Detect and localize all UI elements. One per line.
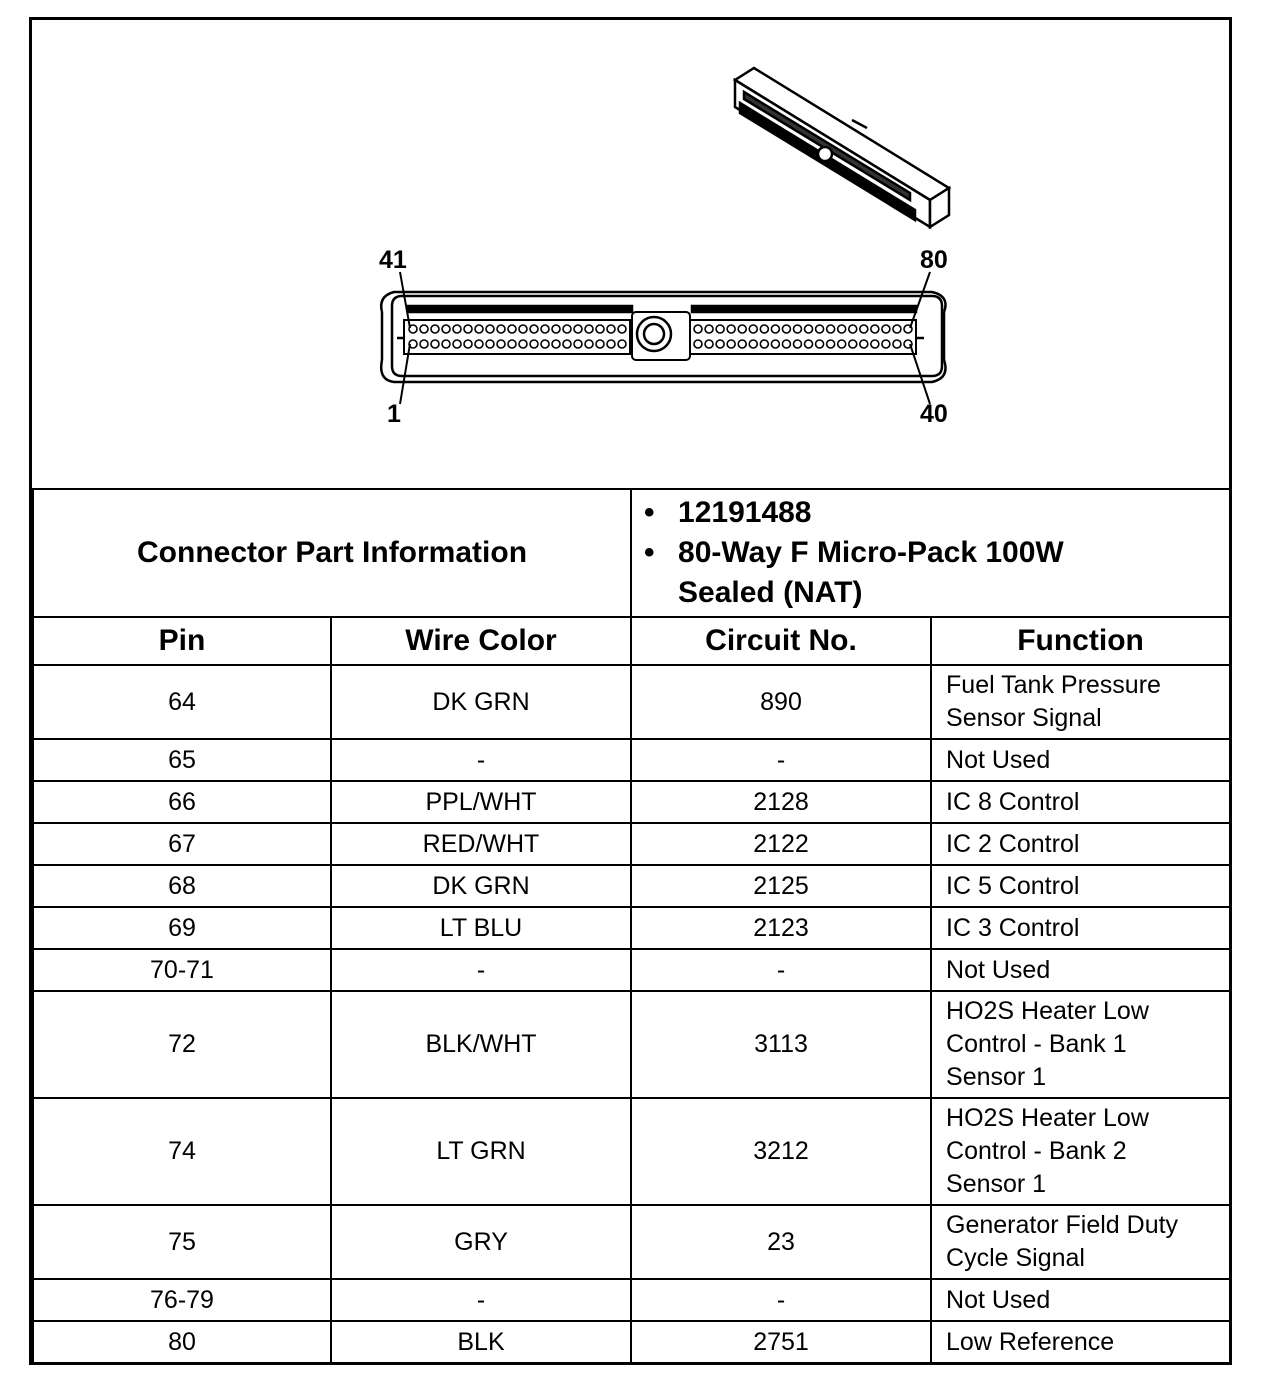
table-row [33, 949, 1230, 991]
pin-socket [805, 325, 813, 333]
part-description-cont: Sealed (NAT) [678, 576, 863, 609]
pin-socket [760, 325, 768, 333]
pin-socket [705, 325, 713, 333]
pin-socket [705, 340, 713, 348]
pin-socket [442, 340, 450, 348]
pin-cell: 69 [33, 907, 331, 949]
pin-cell: 80 [33, 1321, 331, 1363]
wire-color-cell: DK GRN [331, 665, 631, 739]
wire-color-cell: DK GRN [331, 865, 631, 907]
pin-socket [782, 325, 790, 333]
pin-socket [563, 340, 571, 348]
pin-socket [420, 340, 428, 348]
pin-socket [738, 325, 746, 333]
connector-figure [32, 20, 1229, 488]
circuit-cell: 890 [631, 665, 931, 739]
pinout-table [32, 488, 1231, 1364]
connector-sheet [29, 17, 1232, 1365]
pin-socket [519, 340, 527, 348]
pin-socket [486, 340, 494, 348]
pin-socket [420, 325, 428, 333]
function-line: Sensor 1 [946, 1170, 1047, 1198]
pin-socket [552, 325, 560, 333]
part-number: • 12191488 [644, 496, 812, 529]
pin-socket [882, 340, 890, 348]
pin-socket [585, 325, 593, 333]
pin-cell: 72 [33, 991, 331, 1098]
function-cell [931, 1321, 1230, 1363]
pin-socket [530, 325, 538, 333]
pin-socket [574, 340, 582, 348]
pin-socket [464, 325, 472, 333]
pin-socket [508, 340, 516, 348]
pin-label-80: 80 [920, 246, 948, 274]
circuit-cell: 2122 [631, 823, 931, 865]
pin-label-1: 1 [387, 400, 401, 428]
pin-socket [596, 340, 604, 348]
circuit-cell: 3113 [631, 991, 931, 1098]
pin-socket [541, 340, 549, 348]
function-cell [931, 739, 1230, 781]
pin-socket [519, 325, 527, 333]
pin-socket [760, 340, 768, 348]
pin-socket [716, 325, 724, 333]
pin-cell: 75 [33, 1205, 331, 1279]
connector-drawing [32, 20, 1229, 488]
header-wire-color: Wire Color [331, 617, 631, 665]
pin-socket [530, 340, 538, 348]
pin-cell: 66 [33, 781, 331, 823]
pin-socket [749, 340, 757, 348]
function-cell [931, 665, 1230, 739]
pin-socket [827, 340, 835, 348]
connector-pin-grid [409, 325, 912, 348]
pin-socket [486, 325, 494, 333]
circuit-cell: - [631, 1279, 931, 1321]
table-row [33, 665, 1230, 739]
wire-color-cell: LT GRN [331, 1098, 631, 1205]
function-cell [931, 823, 1230, 865]
wire-color-cell: - [331, 949, 631, 991]
function-line: HO2S Heater Low [946, 1104, 1149, 1132]
wire-color-cell: GRY [331, 1205, 631, 1279]
pin-socket [816, 325, 824, 333]
pin-socket [618, 325, 626, 333]
circuit-cell: 2123 [631, 907, 931, 949]
pin-socket [694, 325, 702, 333]
pin-socket [431, 325, 439, 333]
column-headers [33, 617, 1230, 665]
part-info-list [631, 489, 1230, 617]
pin-socket [475, 325, 483, 333]
table-row [33, 1279, 1230, 1321]
pin-socket [552, 340, 560, 348]
connector-3d-icon [735, 68, 949, 227]
wire-color-cell: BLK/WHT [331, 991, 631, 1098]
table-row [33, 907, 1230, 949]
function-cell [931, 949, 1230, 991]
pin-socket [849, 325, 857, 333]
pin-socket [497, 340, 505, 348]
pin-socket [749, 325, 757, 333]
pin-socket [727, 340, 735, 348]
function-line: Fuel Tank Pressure [946, 671, 1161, 699]
function-line: IC 3 Control [946, 913, 1080, 942]
pin-socket [838, 340, 846, 348]
pin-label-41: 41 [379, 246, 407, 274]
function-cell [931, 1279, 1230, 1321]
pin-socket [838, 325, 846, 333]
pin-socket [541, 325, 549, 333]
circuit-cell: 2125 [631, 865, 931, 907]
pin-socket [793, 340, 801, 348]
wire-color-cell: LT BLU [331, 907, 631, 949]
pin-socket [497, 325, 505, 333]
pin-socket [771, 340, 779, 348]
wire-color-cell: BLK [331, 1321, 631, 1363]
part-info-row [33, 489, 1230, 617]
table-row [33, 781, 1230, 823]
pin-socket [475, 340, 483, 348]
table-row [33, 739, 1230, 781]
pin-socket [607, 340, 615, 348]
function-line: Low Reference [946, 1327, 1115, 1356]
pin-socket [849, 340, 857, 348]
pin-socket [738, 340, 746, 348]
function-line: Sensor Signal [946, 704, 1102, 732]
pin-socket [782, 340, 790, 348]
wire-color-cell: RED/WHT [331, 823, 631, 865]
circuit-cell: 2128 [631, 781, 931, 823]
function-cell [931, 991, 1230, 1098]
pin-socket [805, 340, 813, 348]
wire-color-cell: PPL/WHT [331, 781, 631, 823]
pin-socket [882, 325, 890, 333]
pin-socket [618, 340, 626, 348]
pin-socket [860, 340, 868, 348]
pin-cell: 70-71 [33, 949, 331, 991]
pin-cell: 76-79 [33, 1279, 331, 1321]
pin-cell: 67 [33, 823, 331, 865]
pin-socket [453, 340, 461, 348]
pin-cell: 64 [33, 665, 331, 739]
pin-socket [442, 325, 450, 333]
circuit-cell: 2751 [631, 1321, 931, 1363]
function-line: Not Used [946, 955, 1051, 984]
function-line: Sensor 1 [946, 1063, 1047, 1091]
circuit-cell: 23 [631, 1205, 931, 1279]
function-line: Cycle Signal [946, 1244, 1085, 1272]
function-line: IC 2 Control [946, 829, 1080, 858]
table-row [33, 823, 1230, 865]
pin-socket [893, 340, 901, 348]
circuit-cell: 3212 [631, 1098, 931, 1205]
function-cell [931, 907, 1230, 949]
pin-socket [871, 340, 879, 348]
function-line: Not Used [946, 745, 1051, 774]
function-line: Control - Bank 1 [946, 1030, 1127, 1058]
function-cell [931, 781, 1230, 823]
header-function: Function [931, 617, 1230, 665]
pin-socket [871, 325, 879, 333]
function-line: HO2S Heater Low [946, 997, 1149, 1025]
circuit-cell: - [631, 739, 931, 781]
pin-cell: 74 [33, 1098, 331, 1205]
pin-socket [827, 325, 835, 333]
pin-socket [816, 340, 824, 348]
function-line: IC 5 Control [946, 871, 1080, 900]
pin-socket [431, 340, 439, 348]
wire-color-cell: - [331, 1279, 631, 1321]
function-line: IC 8 Control [946, 787, 1080, 816]
header-circuit: Circuit No. [631, 617, 931, 665]
wire-color-cell: - [331, 739, 631, 781]
table-row [33, 1321, 1230, 1363]
function-line: Control - Bank 2 [946, 1137, 1127, 1165]
table-row [33, 991, 1230, 1098]
pin-socket [893, 325, 901, 333]
connector-front-view [381, 292, 945, 382]
pin-socket [574, 325, 582, 333]
header-pin: Pin [33, 617, 331, 665]
function-line: Not Used [946, 1285, 1051, 1314]
pin-cell: 65 [33, 739, 331, 781]
function-cell [931, 1205, 1230, 1279]
pin-socket [716, 340, 724, 348]
pin-socket [508, 325, 516, 333]
pin-socket [453, 325, 461, 333]
pin-socket [563, 325, 571, 333]
table-row [33, 1098, 1230, 1205]
pin-socket [727, 325, 735, 333]
function-line: Generator Field Duty [946, 1211, 1179, 1239]
part-description: • 80-Way F Micro-Pack 100W [644, 536, 1064, 569]
pin-socket [596, 325, 604, 333]
pin-socket [771, 325, 779, 333]
pin-label-40: 40 [920, 400, 948, 428]
table-row [33, 1205, 1230, 1279]
pin-socket [860, 325, 868, 333]
function-cell [931, 865, 1230, 907]
table-row [33, 865, 1230, 907]
pin-cell: 68 [33, 865, 331, 907]
circuit-cell: - [631, 949, 931, 991]
part-info-label: Connector Part Information [33, 489, 631, 617]
pin-socket [585, 340, 593, 348]
pin-socket [607, 325, 615, 333]
pin-socket [694, 340, 702, 348]
pin-socket [464, 340, 472, 348]
function-cell [931, 1098, 1230, 1205]
pin-socket [793, 325, 801, 333]
